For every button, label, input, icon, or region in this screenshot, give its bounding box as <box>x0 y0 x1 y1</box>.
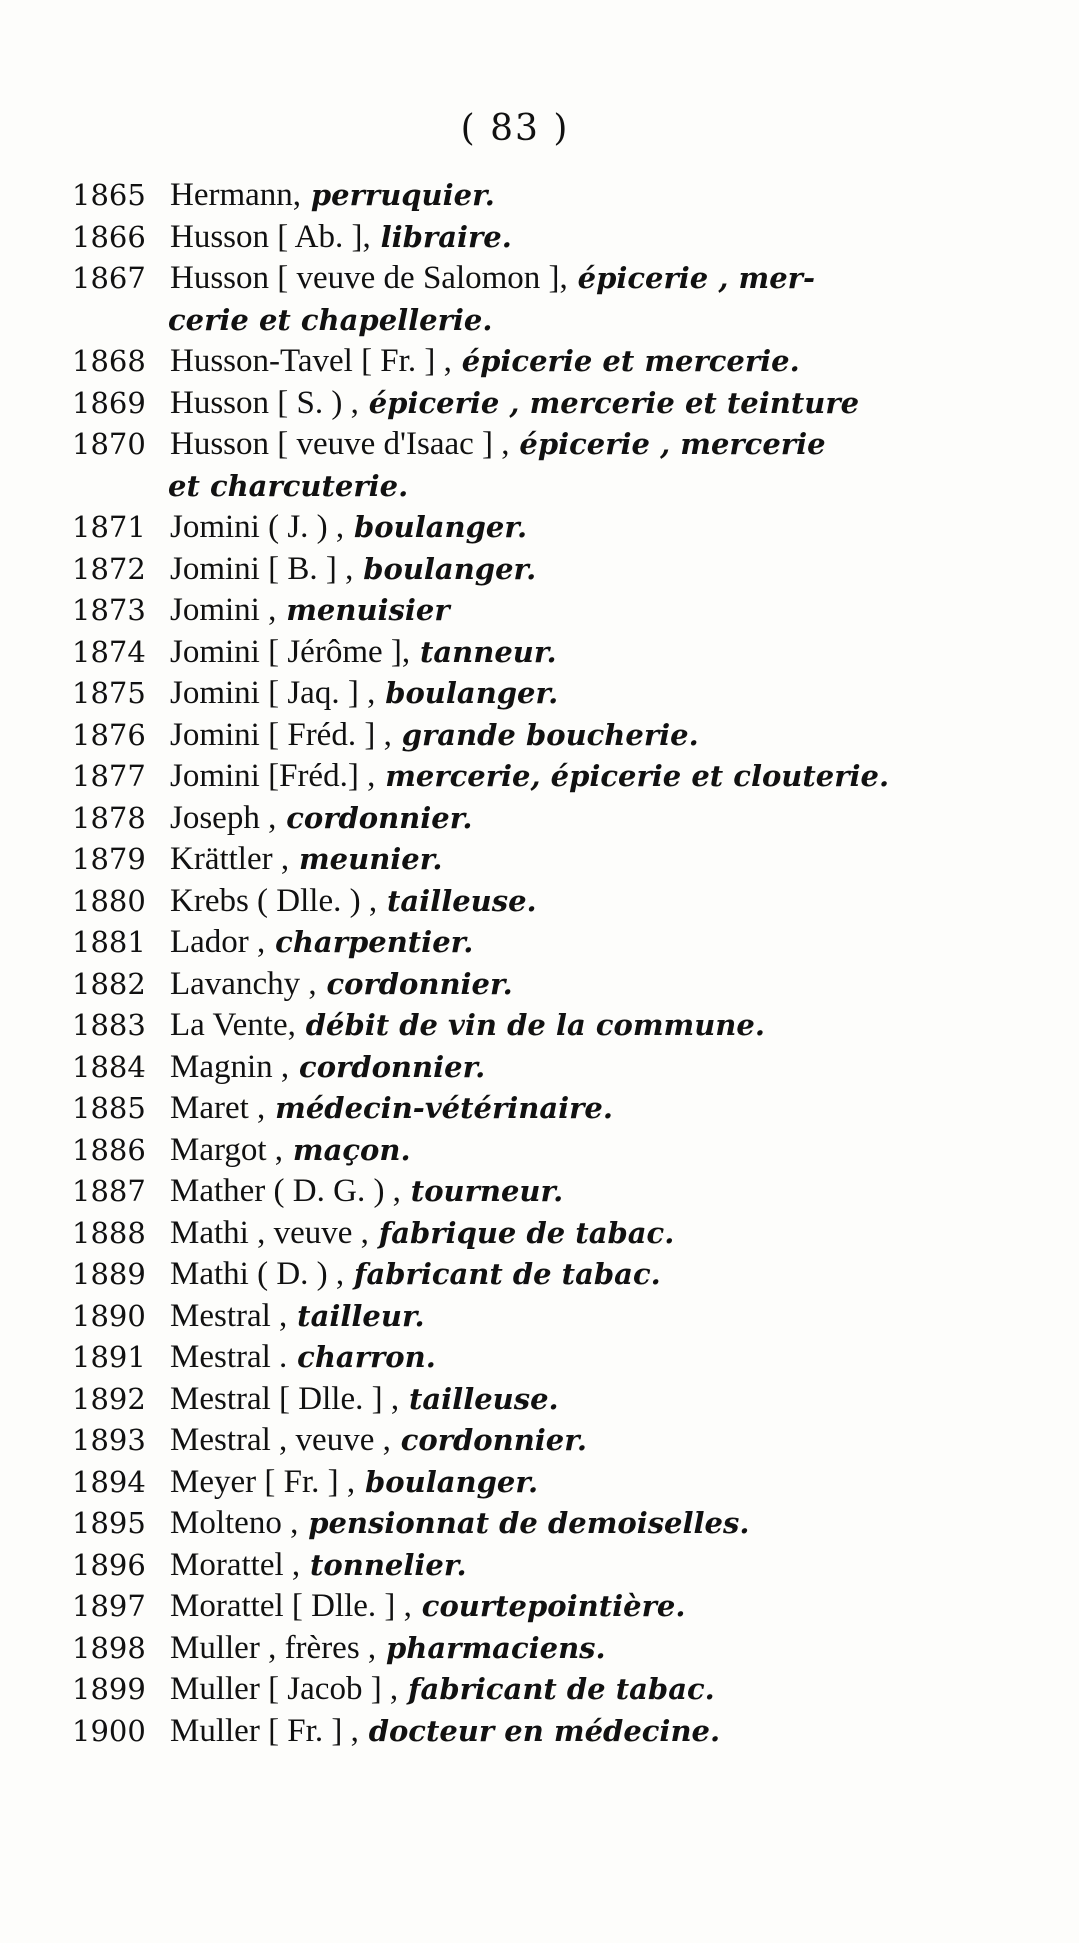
directory-entry <box>72 1171 1002 1213</box>
entry-occupation: fabricant de tabac. <box>354 1257 661 1291</box>
entry-number: 1887 <box>72 1174 146 1208</box>
entry-name: Muller [ Jacob ] , <box>170 1671 399 1707</box>
entry-occupation: cordonnier. <box>299 1049 486 1084</box>
entry-name: Margot , <box>170 1131 284 1168</box>
entry-name: Mathi , veuve , <box>170 1214 369 1251</box>
entry-name: Krebs ( Dlle. ) , <box>170 882 378 919</box>
entry-text <box>170 839 1002 881</box>
entry-name: Jomini , <box>170 592 277 628</box>
entry-text <box>170 632 1002 674</box>
directory-entry <box>72 507 1002 549</box>
entry-name: Jomini [ B. ] , <box>170 550 354 587</box>
entry-name: Molteno , <box>170 1505 299 1541</box>
entry-occupation: cordonnier. <box>286 800 473 835</box>
entry-name: La Vente, <box>170 1007 296 1043</box>
entry-name: Lavanchy , <box>170 965 317 1002</box>
entry-name: Magnin , <box>170 1048 290 1085</box>
entry-text <box>170 1296 1002 1338</box>
entry-name: Mestral . <box>170 1339 288 1375</box>
entry-occupation: charpentier. <box>275 925 474 959</box>
entry-text <box>170 1130 1002 1172</box>
entry-name: Mathi ( D. ) , <box>170 1256 345 1292</box>
entry-occupation: épicerie , mercerie <box>519 427 826 461</box>
entry-text <box>170 1254 1002 1296</box>
entry-number: 1872 <box>72 551 146 586</box>
entry-number: 1882 <box>72 966 146 1001</box>
directory-entry <box>72 1130 1002 1172</box>
directory-entry <box>72 217 1002 259</box>
entry-number: 1895 <box>72 1506 146 1540</box>
entry-text <box>170 715 1002 757</box>
entry-text <box>170 217 1002 259</box>
entry-name: Meyer [ Fr. ] , <box>170 1463 356 1500</box>
entry-occupation: boulanger. <box>363 551 537 586</box>
directory-entry <box>72 1005 1002 1047</box>
directory-entry <box>72 1047 1002 1089</box>
entry-continuation: et charcuterie. <box>168 468 409 503</box>
entry-text <box>170 1213 1002 1255</box>
directory-entry <box>72 1711 1002 1753</box>
directory-entry <box>72 839 1002 881</box>
entry-occupation: libraire. <box>380 219 512 254</box>
entry-occupation: cordonnier. <box>326 966 513 1001</box>
entry-number: 1876 <box>72 717 146 752</box>
entry-occupation: débit de vin de la commune. <box>305 1008 765 1042</box>
entry-text <box>170 590 1002 632</box>
directory-entry <box>72 424 1002 466</box>
entry-name: Joseph , <box>170 799 277 836</box>
directory-entry <box>72 964 1002 1006</box>
entry-text <box>170 1669 1002 1711</box>
entry-occupation: meunier. <box>298 842 443 876</box>
entry-number: 1878 <box>72 800 146 835</box>
entry-name: Jomini ( J. ) , <box>170 509 345 545</box>
entry-occupation: épicerie et mercerie. <box>461 344 800 378</box>
directory-entry <box>72 1503 1002 1545</box>
entry-text <box>170 798 1002 840</box>
directory-entry <box>72 1088 1002 1130</box>
directory-entry <box>72 549 1002 591</box>
entry-text <box>170 673 1002 715</box>
directory-entry <box>72 1669 1002 1711</box>
entry-name: Husson-Tavel [ Fr. ] , <box>170 343 452 379</box>
directory-entry <box>72 1628 1002 1670</box>
entry-name: Morattel , <box>170 1546 301 1583</box>
directory-entry <box>72 1254 1002 1296</box>
entry-text <box>170 1711 1002 1753</box>
entry-number: 1888 <box>72 1215 146 1250</box>
directory-entry <box>72 715 1002 757</box>
entry-name: Jomini [ Jaq. ] , <box>170 675 376 711</box>
entry-name: Mestral [ Dlle. ] , <box>170 1380 400 1417</box>
entry-text <box>170 1379 1002 1421</box>
entry-occupation: perruquier. <box>310 178 495 212</box>
entry-number: 1884 <box>72 1049 146 1084</box>
entry-number: 1894 <box>72 1464 146 1499</box>
entry-number: 1880 <box>72 883 146 918</box>
entry-number: 1893 <box>72 1423 146 1457</box>
entry-occupation: tailleuse. <box>408 1381 559 1416</box>
entry-number: 1883 <box>72 1008 146 1042</box>
entry-text <box>170 1586 1002 1628</box>
entry-number: 1869 <box>72 385 146 420</box>
entry-name: Husson [ S. ) , <box>170 384 359 421</box>
entry-name: Husson [ Ab. ], <box>170 218 371 255</box>
directory-entry <box>72 1462 1002 1504</box>
directory-entry <box>72 1296 1002 1338</box>
directory-entry <box>72 1213 1002 1255</box>
entry-name: Maret , <box>170 1090 266 1126</box>
entry-number: 1897 <box>72 1589 146 1623</box>
entry-occupation: menuisier <box>286 593 450 627</box>
entry-text <box>170 922 1002 964</box>
entry-occupation: boulanger. <box>385 676 559 710</box>
directory-list <box>72 175 1002 1752</box>
entry-number: 1881 <box>72 925 146 959</box>
entry-text <box>170 1628 1002 1670</box>
entry-name: Morattel [ Dlle. ] , <box>170 1588 412 1624</box>
entry-name: Jomini [ Jérôme ], <box>170 633 411 670</box>
entry-occupation: tailleur. <box>297 1298 425 1333</box>
directory-entry <box>72 1420 1002 1462</box>
directory-entry <box>72 341 1002 383</box>
page-number-text: ( 83 ) <box>460 108 570 149</box>
entry-text <box>170 549 1002 591</box>
directory-entry <box>72 673 1002 715</box>
entry-number: 1886 <box>72 1132 146 1167</box>
entry-number: 1866 <box>72 219 146 254</box>
directory-entry <box>72 756 1002 798</box>
entry-number: 1873 <box>72 593 146 627</box>
entry-text <box>170 383 1002 425</box>
entry-number: 1890 <box>72 1298 146 1333</box>
directory-entry <box>72 175 1002 217</box>
entry-text <box>170 175 1002 217</box>
entry-name: Jomini [Fréd.] , <box>170 758 376 794</box>
entry-occupation: tourneur. <box>410 1174 564 1208</box>
entry-occupation: épicerie , mercerie et teinture <box>368 385 860 420</box>
entry-name: Hermann, <box>170 177 302 213</box>
entry-number: 1877 <box>72 759 146 793</box>
entry-number: 1891 <box>72 1340 146 1374</box>
entry-number: 1898 <box>72 1630 146 1665</box>
entry-name: Krättler , <box>170 841 290 877</box>
page-number <box>0 108 1030 149</box>
entry-number: 1868 <box>72 344 146 378</box>
entry-occupation: épicerie , mer- <box>577 261 815 295</box>
entry-text <box>170 1462 1002 1504</box>
entry-occupation: tanneur. <box>419 634 557 669</box>
entry-name: Jomini [ Fréd. ] , <box>170 716 392 753</box>
entry-name: Mather ( D. G. ) , <box>170 1173 401 1209</box>
directory-entry <box>72 1586 1002 1628</box>
entry-occupation: charron. <box>297 1340 436 1374</box>
entry-text <box>170 1337 1002 1379</box>
entry-name: Husson [ veuve de Salomon ], <box>170 260 568 296</box>
entry-occupation: docteur en médecine. <box>368 1713 721 1748</box>
entry-text <box>170 1420 1002 1462</box>
entry-number: 1870 <box>72 427 146 461</box>
entry-occupation: cordonnier. <box>400 1423 587 1457</box>
entry-name: Muller , frères , <box>170 1629 377 1666</box>
entry-text <box>170 1088 1002 1130</box>
entry-occupation: tonnelier. <box>310 1547 467 1582</box>
entry-number: 1871 <box>72 510 146 544</box>
entry-number: 1889 <box>72 1257 146 1291</box>
entry-name: Lador , <box>170 924 266 960</box>
entry-occupation: pharmaciens. <box>386 1630 606 1665</box>
entry-text <box>170 1503 1002 1545</box>
entry-occupation: mercerie, épicerie et clouterie. <box>385 759 890 793</box>
entry-text <box>170 1005 1002 1047</box>
directory-entry <box>72 383 1002 425</box>
entry-number: 1896 <box>72 1547 146 1582</box>
entry-text <box>170 1545 1002 1587</box>
entry-number: 1885 <box>72 1091 146 1125</box>
entry-number: 1875 <box>72 676 146 710</box>
entry-name: Mestral , veuve , <box>170 1422 391 1458</box>
directory-entry <box>72 798 1002 840</box>
entry-number: 1867 <box>72 261 146 295</box>
entry-occupation: boulanger. <box>354 510 528 544</box>
directory-entry <box>72 1337 1002 1379</box>
entry-name: Mestral , <box>170 1297 288 1334</box>
entry-text <box>170 341 1002 383</box>
entry-occupation: médecin-vétérinaire. <box>275 1091 613 1125</box>
entry-text <box>170 756 1002 798</box>
entry-text <box>170 424 1002 466</box>
entry-occupation: grande boucherie. <box>401 717 699 752</box>
entry-text <box>170 881 1002 923</box>
entry-text <box>170 258 1002 300</box>
directory-entry <box>72 1545 1002 1587</box>
entry-occupation: courtepointière. <box>421 1589 686 1623</box>
entry-text <box>170 1047 1002 1089</box>
directory-entry <box>72 1379 1002 1421</box>
entry-occupation: pensionnat de demoiselles. <box>308 1506 750 1540</box>
entry-text <box>170 1171 1002 1213</box>
entry-occupation: boulanger. <box>365 1464 539 1499</box>
entry-number: 1900 <box>72 1713 146 1748</box>
entry-occupation: fabricant de tabac. <box>408 1672 715 1706</box>
entry-number: 1879 <box>72 842 146 876</box>
entry-number: 1865 <box>72 178 146 212</box>
entry-occupation: tailleuse. <box>386 883 537 918</box>
entry-name: Husson [ veuve d'Isaac ] , <box>170 426 510 462</box>
directory-entry <box>72 632 1002 674</box>
entry-continuation: cerie et chapellerie. <box>168 302 493 337</box>
entry-occupation: fabrique de tabac. <box>378 1215 675 1250</box>
entry-name: Muller [ Fr. ] , <box>170 1712 359 1749</box>
directory-entry <box>72 258 1002 300</box>
entry-number: 1874 <box>72 634 146 669</box>
entry-number: 1892 <box>72 1381 146 1416</box>
entry-occupation: maçon. <box>292 1132 411 1167</box>
entry-text <box>170 507 1002 549</box>
directory-entry <box>72 881 1002 923</box>
entry-text <box>170 964 1002 1006</box>
directory-entry <box>72 922 1002 964</box>
entry-number: 1899 <box>72 1672 146 1706</box>
directory-entry <box>72 590 1002 632</box>
